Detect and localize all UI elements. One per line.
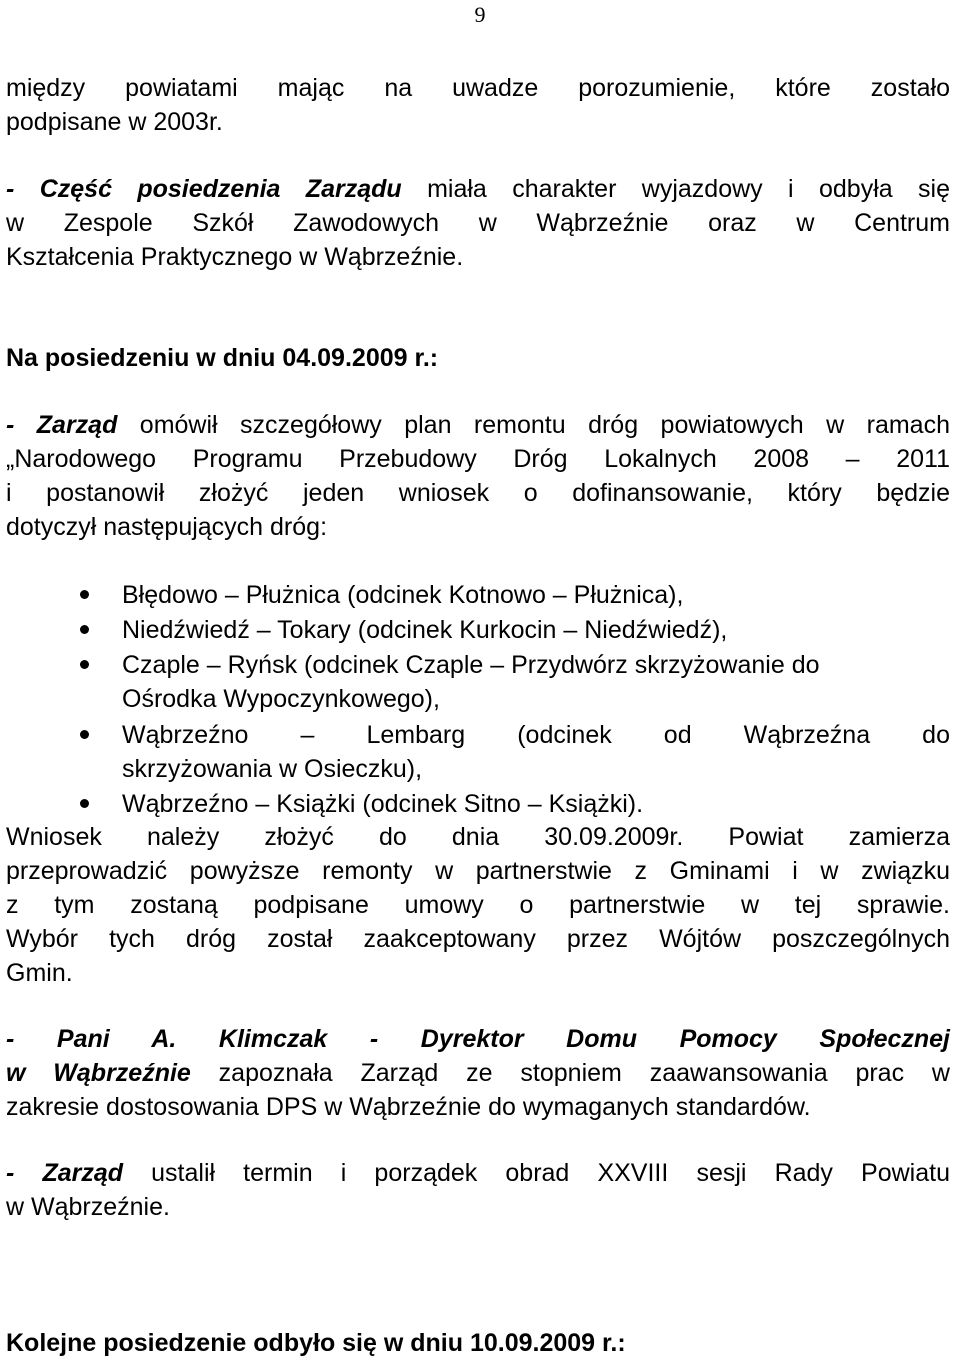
para5-line1: - Pani A. Klimczak - Dyrektor Domu Pomocy Społecznej <box>6 1025 950 1053</box>
para4-line3: z tym zostaną podpisane umowy o partnerstwie w tej sprawie. <box>6 891 950 919</box>
para3-line3: i postanowił złożyć jeden wniosek o dofinansowanie, który będzie <box>6 479 950 507</box>
para5-line2 <box>6 1056 950 1090</box>
para4-line1: Wniosek należy złożyć do dnia 30.09.2009r. Powiat zamierza <box>6 823 950 851</box>
bullet-icon <box>80 590 89 599</box>
road-5-line1: Wąbrzeźno – Książki (odcinek Sitno – Książki). <box>122 790 644 818</box>
road-4-line2: skrzyżowania w Osieczku), <box>122 755 423 783</box>
para6-line1 <box>6 1156 950 1190</box>
para4-line5: Gmin. <box>6 959 73 987</box>
bullet-icon <box>80 730 89 739</box>
para4-line4: Wybór tych dróg został zaakceptowany przez Wójtów poszczególnych <box>6 925 950 953</box>
para5-line3: zakresie dostosowania DPS w Wąbrzeźnie do wymaganych standardów. <box>6 1093 811 1121</box>
para5-bold-prefix: w Wąbrzeźnie <box>6 1059 191 1087</box>
road-3-line2: Ośrodka Wypoczynkowego), <box>122 685 440 713</box>
para3-line1-rest: omówił szczegółowy plan remontu dróg powiatowych w ramach <box>117 411 950 439</box>
para2-line1 <box>6 172 950 206</box>
bullet-icon <box>80 660 89 669</box>
para1-line1: między powiatami mając na uwadze porozumienie, które zostało <box>6 74 950 102</box>
road-4-line1: Wąbrzeźno – Lembarg (odcinek od Wąbrzeźna do <box>122 721 950 749</box>
para2-line3: Kształcenia Praktycznego w Wąbrzeźnie. <box>6 243 464 271</box>
para6-line1-rest: ustalił termin i porządek obrad XXVIII sesji Rady Powiatu <box>123 1159 950 1187</box>
road-2-line1: Niedźwiedź – Tokary (odcinek Kurkocin – Niedźwiedź), <box>122 616 728 644</box>
meeting-heading-1009: Kolejne posiedzenie odbyło się w dniu 10.09.2009 r.: <box>6 1329 626 1357</box>
para3-line2: „Narodowego Programu Przebudowy Dróg Lokalnych 2008 – 2011 <box>6 445 950 473</box>
para6-bold-prefix: - Zarząd <box>6 1159 124 1187</box>
meeting-heading-0409: Na posiedzeniu w dniu 04.09.2009 r.: <box>6 344 439 372</box>
para2-bold-prefix: - Część posiedzenia Zarządu <box>6 175 402 203</box>
para1-line2: podpisane w 2003r. <box>6 108 223 136</box>
para3-line4: dotyczył następujących dróg: <box>6 513 328 541</box>
para2-line1-rest: miała charakter wyjazdowy i odbyła się <box>401 175 950 203</box>
road-1-line1: Błędowo – Płużnica (odcinek Kotnowo – Płużnica), <box>122 581 684 609</box>
page-number: 9 <box>474 2 486 27</box>
para4-line2: przeprowadzić powyższe remonty w partnerstwie z Gminami i w związku <box>6 857 950 885</box>
bullet-icon <box>80 799 89 808</box>
para2-line2: w Zespole Szkół Zawodowych w Wąbrzeźnie oraz w Centrum <box>6 209 950 237</box>
road-3-line1: Czaple – Ryńsk (odcinek Czaple – Przydwórz skrzyżowanie do <box>122 651 820 679</box>
para3-line1 <box>6 408 950 442</box>
para5-line2-rest: zapoznała Zarząd ze stopniem zaawansowania prac w <box>190 1059 950 1087</box>
para6-line2: w Wąbrzeźnie. <box>6 1193 170 1221</box>
para3-bold-prefix: - Zarząd <box>6 411 118 439</box>
bullet-icon <box>80 625 89 634</box>
